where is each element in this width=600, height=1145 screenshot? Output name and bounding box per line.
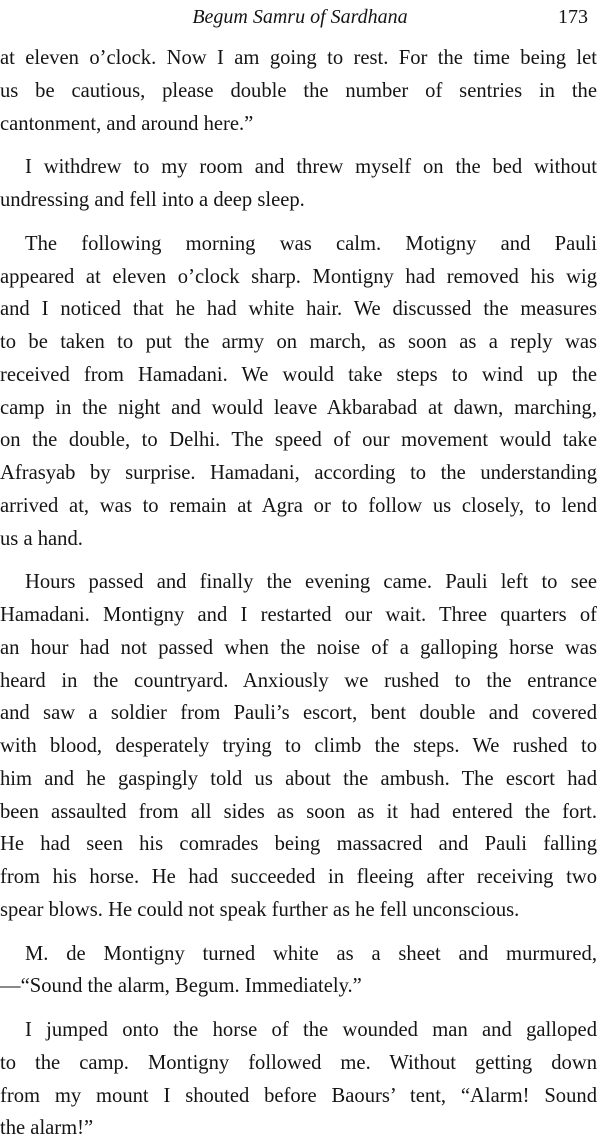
text-line: from his horse. He had succeeded in fleeing after receiving two bbox=[0, 866, 597, 888]
text-line: Afrasyab by surprise. Hamadani, according to the understanding bbox=[0, 462, 597, 484]
text-line: him and he gaspingly told us about the ambush. The escort had bbox=[0, 767, 597, 790]
text-line: been assaulted from all sides as soon as it had entered the fort. bbox=[0, 800, 597, 823]
text-line: arrived at, was to remain at Agra or to follow us closely, to lend bbox=[0, 494, 597, 517]
text-line: He had seen his comrades being massacred and Pauli falling bbox=[0, 833, 597, 856]
running-title: Begum Samru of Sardhana bbox=[192, 6, 408, 28]
text-line: heard in the countryard. Anxiously we rushed to the entrance bbox=[0, 669, 597, 692]
text-line: cantonment, and around here.” bbox=[0, 112, 254, 135]
page-number: 173 bbox=[558, 6, 588, 28]
running-head bbox=[0, 4, 600, 34]
text-line: Hours passed and finally the evening came. Pauli left to see bbox=[25, 571, 597, 594]
body-text bbox=[0, 42, 597, 1145]
text-line: and saw a soldier from Pauli’s escort, bent double and covered bbox=[0, 702, 597, 725]
text-line: received from Hamadani. We would take steps to wind up the bbox=[0, 363, 597, 386]
text-line: to the camp. Montigny followed me. Without getting down bbox=[0, 1051, 597, 1074]
text-line: on the double, to Delhi. The speed of our movement would take bbox=[0, 429, 597, 452]
text-line: from my mount I shouted before Baours’ tent, “Alarm! Sound bbox=[0, 1084, 597, 1107]
text-line: to be taken to put the army on march, as soon as a reply was bbox=[0, 331, 597, 353]
text-line: and I noticed that he had white hair. We discussed the measures bbox=[0, 298, 597, 321]
text-line: I withdrew to my room and threw myself on the bed without bbox=[25, 156, 597, 179]
text-line: —“Sound the alarm, Begum. Immediately.” bbox=[0, 975, 362, 998]
text-line: Hamadani. Montigny and I restarted our wait. Three quarters of bbox=[0, 604, 597, 626]
text-line: with blood, desperately trying to climb the steps. We rushed to bbox=[0, 735, 597, 757]
text-line: M. de Montigny turned white as a sheet and murmured, bbox=[25, 942, 597, 965]
text-line: I jumped onto the horse of the wounded man and galloped bbox=[25, 1019, 597, 1041]
text-line: spear blows. He could not speak further as he fell unconscious. bbox=[0, 898, 520, 921]
text-line: appeared at eleven o’clock sharp. Montigny had removed his wig bbox=[0, 265, 597, 288]
text-line: us a hand. bbox=[0, 527, 83, 550]
text-line: at eleven o’clock. Now I am going to rest. For the time being let bbox=[0, 47, 597, 69]
text-line: an hour had not passed when the noise of a galloping horse was bbox=[0, 636, 597, 659]
text-line: the alarm!” bbox=[0, 1117, 94, 1140]
text-line: camp in the night and would leave Akbarabad at dawn, marching, bbox=[0, 396, 597, 419]
text-line: The following morning was calm. Motigny and Pauli bbox=[25, 232, 597, 255]
text-line: undressing and fell into a deep sleep. bbox=[0, 189, 305, 211]
text-line: us be cautious, please double the number of sentries in the bbox=[0, 79, 597, 102]
